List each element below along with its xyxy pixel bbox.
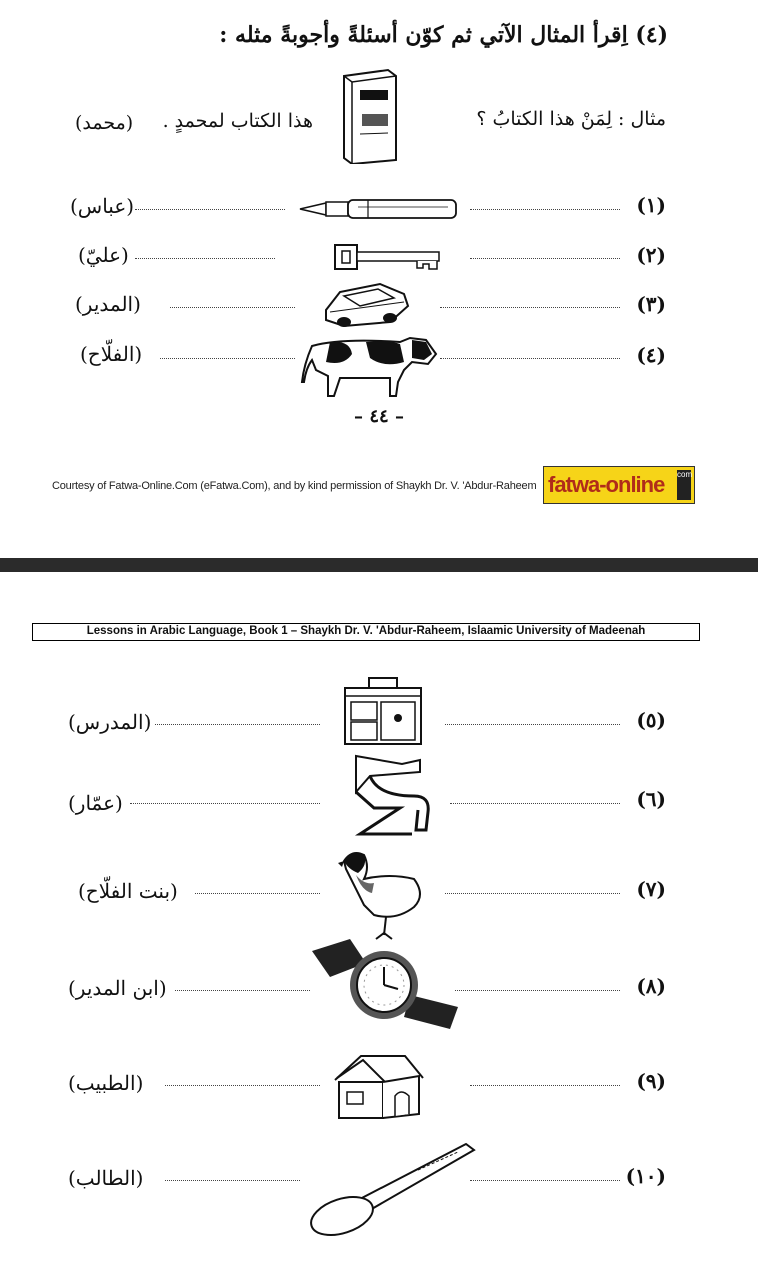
- example-owner-name: (محمد): [75, 112, 134, 134]
- answer-line[interactable]: [455, 990, 620, 991]
- answer-line[interactable]: [445, 893, 620, 894]
- answer-line[interactable]: [440, 307, 620, 308]
- item-number: (٧): [636, 877, 666, 901]
- worksheet-page-bottom: [0, 572, 758, 1280]
- chair-icon: [350, 752, 432, 842]
- answer-line[interactable]: [470, 1180, 620, 1181]
- item-number: (٢): [636, 243, 666, 267]
- owner-dots: [195, 893, 320, 894]
- example-question: مثال : لِمَنْ هذا الكتابُ ؟: [476, 108, 666, 130]
- item-number: (٦): [636, 787, 666, 811]
- item-number: (٣): [636, 292, 666, 316]
- watch-icon: [310, 937, 460, 1031]
- chicken-icon: [334, 845, 428, 941]
- item-number: (٩): [636, 1069, 666, 1093]
- item-number: (١): [636, 193, 666, 217]
- page-number: – ٤٤ –: [354, 406, 404, 427]
- answer-line[interactable]: [450, 803, 620, 804]
- courtesy-note: Courtesy of Fatwa-Online.Com (eFatwa.Com), and by kind permission of Shaykh Dr. V. 'Abdur-Raheem: [52, 480, 537, 492]
- spoon-icon: [308, 1140, 478, 1236]
- owner-name: (عباس): [70, 194, 135, 218]
- owner-dots: [135, 258, 275, 259]
- owner-dots: [130, 803, 320, 804]
- house-icon: [333, 1052, 425, 1122]
- item-number: (١٠): [625, 1164, 666, 1188]
- owner-dots: [160, 358, 295, 359]
- owner-dots: [170, 307, 295, 308]
- item-number: (٥): [636, 708, 666, 732]
- owner-name: (عليّ): [78, 243, 129, 267]
- answer-line[interactable]: [445, 724, 620, 725]
- owner-dots: [155, 724, 320, 725]
- cow-icon: [300, 332, 440, 400]
- owner-name: (المدير): [75, 292, 141, 316]
- answer-line[interactable]: [440, 358, 620, 359]
- answer-line[interactable]: [470, 1085, 620, 1086]
- car-icon: [320, 280, 412, 330]
- briefcase-icon: [343, 676, 423, 746]
- owner-dots: [175, 990, 310, 991]
- answer-line[interactable]: [470, 209, 620, 210]
- owner-name: (الطالب): [68, 1166, 144, 1190]
- owner-name: (بنت الفلّاح): [78, 879, 178, 903]
- owner-name: (عمّار): [68, 791, 123, 815]
- logo-com: com: [677, 470, 691, 500]
- page-divider: [0, 558, 758, 572]
- example-answer: هذا الكتاب لمحمدٍ .: [162, 110, 313, 132]
- logo-text: fatwa-online: [548, 472, 665, 497]
- book-icon: [338, 68, 400, 164]
- pen-icon: [298, 196, 462, 222]
- item-number: (٨): [636, 974, 666, 998]
- item-number: (٤): [636, 343, 666, 367]
- owner-dots: [135, 209, 285, 210]
- owner-dots: [165, 1180, 300, 1181]
- book-header: Lessons in Arabic Language, Book 1 – Shaykh Dr. V. 'Abdur-Raheem, Islaamic University of Madeenah: [32, 623, 700, 641]
- owner-name: (الفلّاح): [80, 342, 143, 366]
- answer-line[interactable]: [470, 258, 620, 259]
- owner-name: (ابن المدير): [68, 976, 167, 1000]
- owner-dots: [165, 1085, 320, 1086]
- owner-name: (الطبيب): [68, 1071, 144, 1095]
- worksheet-page-top: [0, 0, 758, 558]
- fatwa-online-logo[interactable]: [543, 466, 695, 504]
- owner-name: (المدرس): [68, 710, 152, 734]
- key-icon: [333, 242, 443, 272]
- exercise-instruction: (٤) اِقرأ المثال الآتي ثم كوّن أسئلةً وأجوبةً مثله :: [219, 22, 668, 48]
